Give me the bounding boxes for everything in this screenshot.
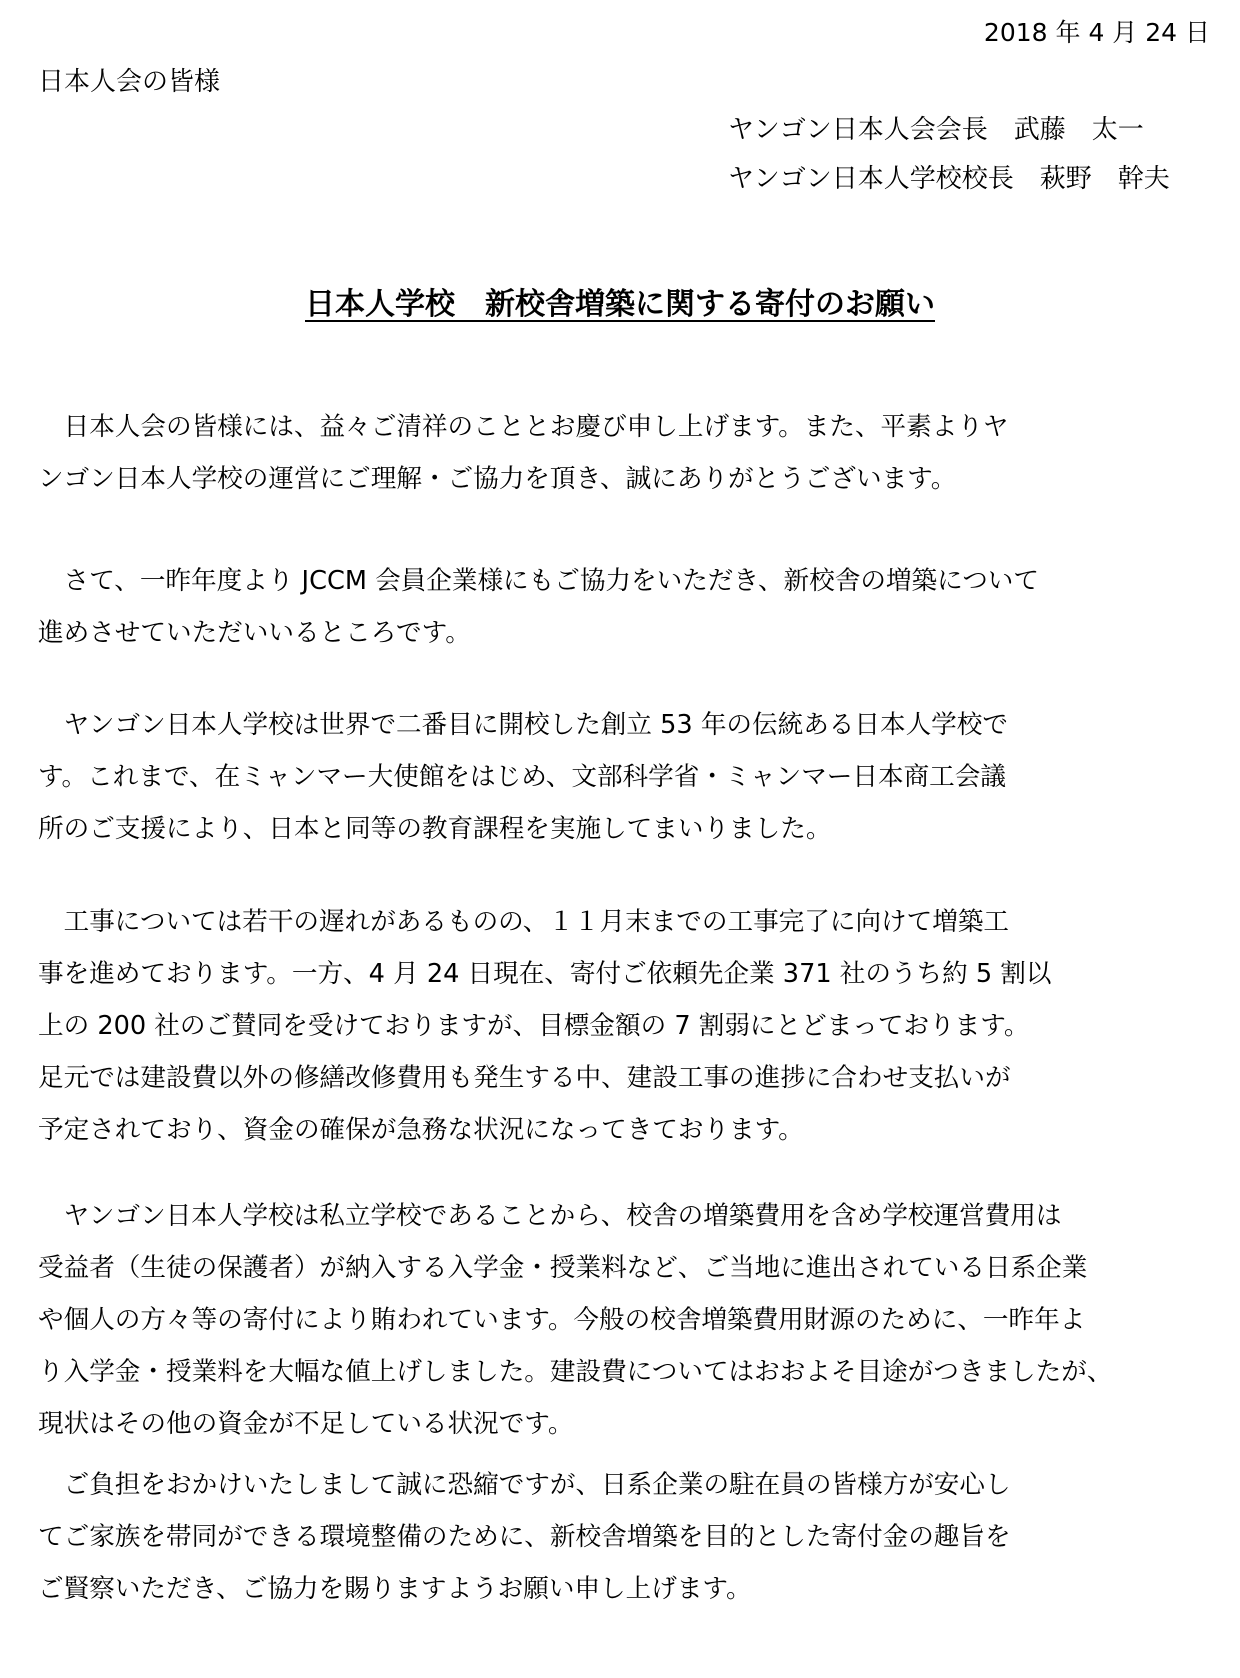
- body-paragraph: [38, 401, 1208, 505]
- paragraph-line: 足元では建設費以外の修繕改修費用も発生する中、建設工事の進捗に合わせ支払いが: [38, 1063, 1011, 1093]
- paragraph-line: ヤンゴン日本人学校は私立学校であることから、校舎の増築費用を含め学校運営費用は: [38, 1201, 1062, 1231]
- body-paragraph: [38, 1459, 1208, 1615]
- paragraph-line: 事を進めております。一方、4 月 24 日現在、寄付ご依頼先企業 371 社のうち約 5 割以: [38, 959, 1052, 989]
- sender-name: 武藤 太一: [1013, 115, 1144, 145]
- paragraph-line: 上の 200 社のご賛同を受けておりますが、目標金額の 7 割弱にとどまっております。: [38, 1011, 1030, 1041]
- paragraph-line: り入学金・授業料を大幅な値上げしました。建設費についてはおおよそ目途がつきましたが、: [38, 1357, 1113, 1387]
- body-paragraph: [38, 699, 1208, 855]
- paragraph-line: ンゴン日本人学校の運営にご理解・ご協力を頂き、誠にありがとうございます。: [38, 464, 957, 494]
- body-paragraph: [38, 555, 1208, 659]
- body-paragraph: [38, 1190, 1208, 1450]
- sender-name: 萩野 幹夫: [1039, 164, 1170, 194]
- letter-date: 2018 年 4 月 24 日: [983, 18, 1210, 47]
- paragraph-line: 受益者（生徒の保護者）が納入する入学金・授業料など、ご当地に進出されている日系企業: [38, 1253, 1088, 1283]
- paragraph-line: や個人の方々等の寄付により賄われています。今般の校舎増築費用財源のために、一昨年よ: [38, 1305, 1086, 1335]
- paragraph-line: 進めさせていただいいるところです。: [38, 618, 471, 648]
- paragraph-line: さて、一昨年度より JCCM 会員企業様にもご協力をいただき、新校舎の増築について: [38, 566, 1039, 596]
- paragraph-line: ご賢察いただき、ご協力を賜りますようお願い申し上げます。: [38, 1574, 752, 1604]
- paragraph-line: す。これまで、在ミャンマー大使館をはじめ、文部科学省・ミャンマー日本商工会議: [38, 762, 1006, 792]
- paragraph-line: 工事については若干の遅れがあるものの、１１月末までの工事完了に向けて増築工: [38, 907, 1010, 937]
- letter-title-text: 日本人学校 新校舎増築に関する寄付のお願い: [305, 287, 935, 322]
- letter-title: [0, 282, 1240, 328]
- sender-title: ヤンゴン日本人学校校長: [728, 164, 1014, 194]
- paragraph-line: 予定されており、資金の確保が急務な状況になってきております。: [38, 1115, 804, 1145]
- body-paragraph: [38, 896, 1208, 1156]
- paragraph-line: 所のご支援により、日本と同等の教育課程を実施してまいりました。: [38, 814, 832, 844]
- addressee: 日本人会の皆様: [38, 67, 221, 97]
- sender-line: [728, 159, 1170, 199]
- paragraph-line: ご負担をおかけいたしまして誠に恐縮ですが、日系企業の駐在員の皆様方が安心し: [38, 1470, 1011, 1500]
- sender-line: [728, 110, 1144, 150]
- paragraph-line: ヤンゴン日本人学校は世界で二番目に開校した創立 53 年の伝統ある日本人学校で: [38, 710, 1008, 740]
- paragraph-line: 現状はその他の資金が不足している状況です。: [38, 1409, 574, 1439]
- paragraph-line: てご家族を帯同ができる環境整備のために、新校舎増築を目的とした寄付金の趣旨を: [38, 1522, 1011, 1552]
- sender-title: ヤンゴン日本人会会長: [728, 115, 988, 145]
- paragraph-line: 日本人会の皆様には、益々ご清祥のこととお慶び申し上げます。また、平素よりヤ: [38, 412, 1009, 442]
